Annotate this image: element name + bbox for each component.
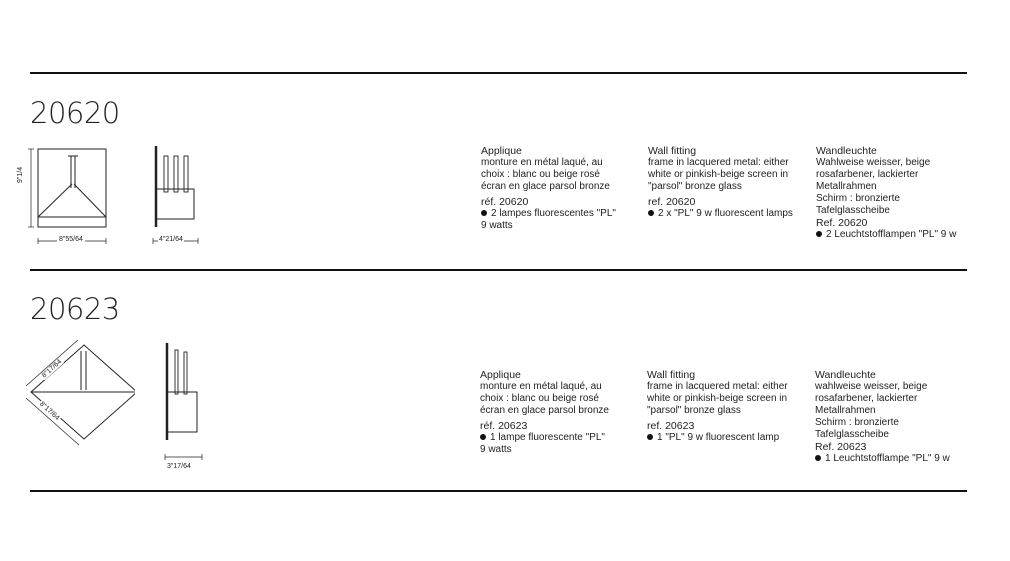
description-line: rosafarbener, lackierter: [815, 393, 918, 404]
description-line: frame in lacquered metal: either: [647, 381, 788, 392]
reference-number: réf. 20623: [480, 420, 528, 432]
side-view-drawing-20623: [162, 340, 207, 465]
reference-number: réf. 20620: [481, 196, 529, 208]
lamp-spec: [647, 432, 817, 444]
description-line: "parsol" bronze glass: [648, 181, 742, 192]
description-en-20620: [648, 145, 818, 220]
model-number-20620: 20620: [30, 96, 120, 130]
bullet-icon: [815, 455, 821, 461]
description-line: white or pinkish-beige screen in: [648, 169, 789, 180]
description-line: Tafelglasscheibe: [815, 429, 889, 440]
description-title: Wandleuchte: [816, 145, 877, 157]
front-view-drawing-20623: [25, 340, 135, 450]
reference-number: ref. 20620: [648, 196, 696, 208]
description-line: wahlweise weisser, beige: [815, 381, 928, 392]
description-line: Schirm : bronzierte: [816, 193, 900, 204]
description-title: Applique: [480, 369, 521, 381]
description-line: Wahlweise weisser, beige: [816, 157, 931, 168]
description-line: frame in lacquered metal: either: [648, 157, 789, 168]
bullet-icon: [816, 231, 822, 237]
bullet-icon: [481, 210, 487, 216]
model-number-20623: 20623: [30, 292, 120, 326]
lamp-spec: [480, 432, 650, 444]
lamp-spec: [481, 208, 651, 220]
description-fr-20623: [480, 369, 650, 456]
description-line: "parsol" bronze glass: [647, 405, 741, 416]
description-line: écran en glace parsol bronze: [480, 405, 609, 416]
description-line: Tafelglasscheibe: [816, 205, 890, 216]
description-line: choix : blanc ou beige rosé: [480, 393, 599, 404]
description-title: Wall fitting: [648, 145, 697, 157]
description-line: Metallrahmen: [815, 405, 876, 416]
lamp-spec: [815, 453, 985, 465]
description-de-20620: [816, 145, 986, 241]
reference-number: Ref. 20623: [815, 441, 867, 453]
rule-bottom: [30, 490, 967, 492]
bullet-icon: [647, 434, 653, 440]
description-line: écran en glace parsol bronze: [481, 181, 610, 192]
description-line: Schirm : bronzierte: [815, 417, 899, 428]
description-line: rosafarbener, lackierter: [816, 169, 919, 180]
lamp-spec: [648, 208, 818, 220]
description-title: Wandleuchte: [815, 369, 876, 381]
bullet-icon: [480, 434, 486, 440]
lamp-spec-text: 1 Leuchtstofflampe "PL" 9 w: [825, 453, 950, 464]
height-dimension-label-20620: 9"1/4: [17, 166, 24, 183]
width-dimension-label-20620: 8"55/64: [59, 236, 83, 243]
lamp-spec: [816, 229, 986, 241]
description-title: Applique: [481, 145, 522, 157]
description-fr-20620: [481, 145, 651, 232]
lamp-spec-continued: 9 watts: [481, 220, 513, 231]
bullet-icon: [648, 210, 654, 216]
side-view-drawing-20620: [150, 144, 205, 249]
description-line: white or pinkish-beige screen in: [647, 393, 788, 404]
description-en-20623: [647, 369, 817, 444]
depth-dimension-label-20623: 3"17/64: [167, 463, 191, 470]
description-title: Wall fitting: [647, 369, 696, 381]
lamp-spec-text: 1 lampe fluorescente "PL": [490, 432, 605, 443]
description-line: choix : blanc ou beige rosé: [481, 169, 600, 180]
description-de-20623: [815, 369, 985, 465]
rule-top: [30, 72, 967, 74]
description-line: monture en métal laqué, au: [480, 381, 602, 392]
side-a-dimension-label-20623: 8"17/64: [40, 358, 64, 380]
front-view-drawing-20620: [28, 144, 118, 249]
lamp-spec-text: 1 "PL" 9 w fluorescent lamp: [657, 432, 780, 443]
description-line: monture en métal laqué, au: [481, 157, 603, 168]
depth-dimension-label-20620: 4"21/64: [159, 236, 183, 243]
lamp-spec-text: 2 x "PL" 9 w fluorescent lamps: [658, 208, 793, 219]
reference-number: ref. 20623: [647, 420, 695, 432]
reference-number: Ref. 20620: [816, 217, 868, 229]
side-b-dimension-label-20623: 8"17/64: [38, 400, 61, 422]
lamp-spec-continued: 9 watts: [480, 444, 512, 455]
description-line: Metallrahmen: [816, 181, 877, 192]
lamp-spec-text: 2 lampes fluorescentes "PL": [491, 208, 616, 219]
lamp-spec-text: 2 Leuchtstofflampen "PL" 9 w: [826, 229, 957, 240]
rule-middle: [30, 269, 967, 271]
